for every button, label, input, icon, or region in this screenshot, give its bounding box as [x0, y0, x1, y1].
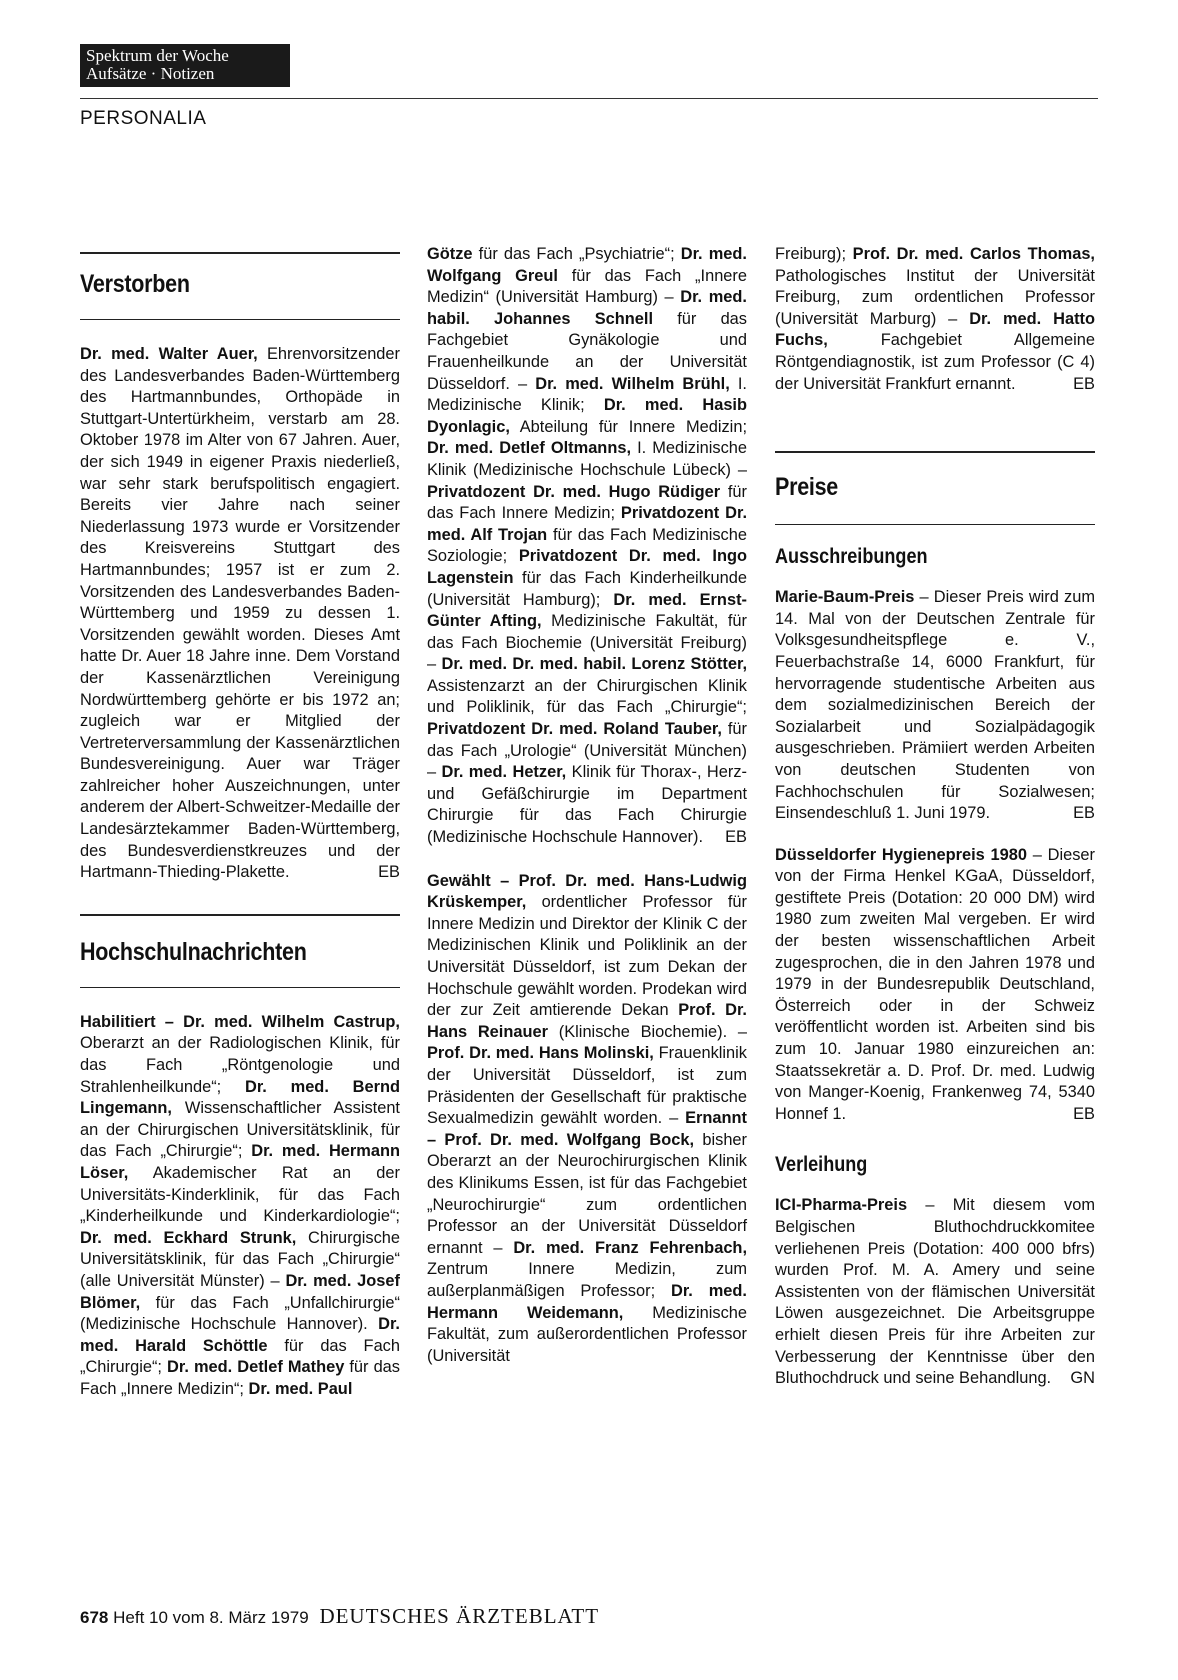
name-bold: Dr. med. Wilhelm Brühl, — [535, 374, 730, 393]
body-text: Zentrum Innere Medizin, zum außerplanmäßigen Professor; — [427, 1260, 747, 1300]
body-text: für das Fachgebiet Gynäkologie und Frauenheilkunde an der Universität Düsseldorf. – — [427, 309, 747, 393]
signature: EB — [725, 828, 747, 847]
journal-title: DEUTSCHES ÄRZTEBLATT — [319, 1604, 600, 1628]
name-bold: ICI-Pharma-Preis — [775, 1196, 908, 1215]
name-bold: Habilitiert – Dr. med. Wilhelm Castrup, — [80, 1012, 400, 1031]
section-rule — [80, 319, 400, 320]
body-text: Assistenzarzt an der Chirurgischen Klinik und Poliklinik, für das Fach „Chirurgie“; — [427, 676, 747, 717]
article-gewaehlt-ernannt — [427, 871, 747, 1368]
signature: EB — [1073, 804, 1095, 823]
body-text: Freiburg); — [775, 245, 853, 263]
name-bold: Ernannt – Prof. Dr. med. Wolfgang Bock, — [427, 1109, 747, 1149]
column-1 — [80, 252, 400, 1401]
body-text: – Dieser Preis wird zum 14. Mal von der Deutschen Zentrale für Volksgesundheitspflege e. V., Feuerbachstraße 14, 6000 Frankfurt, für hervorragende studentische Arbeiten aus dem sozialmedizinischen Bereich der Sozialarbeit und Sozialpädagogik ausgeschrieben. Prämiiert werden Arbeiten von deutschen Studenten von Fachhochschulen für Sozialwesen; Einsendeschluß 1. Juni 1979. — [775, 588, 1095, 823]
body-text: für das Fach „Innere Medizin“ (Universität Hamburg) – — [427, 266, 747, 307]
body-text: ordentlicher Professor für Innere Medizin und Direktor der Klinik C der Medizinischen Klinik und Poliklinik an der Universität Düsseldorf, ist zum Dekan der Hochschule gewählt worden. Prodekan wird der zur Zeit amtierende Dekan — [427, 893, 747, 1020]
name-bold: Privatdozent Dr. med. Alf Trojan — [427, 504, 747, 544]
body-text: Chirurgische Universitätsklinik, für das Fach „Chirurgie“ (alle Universität Münster) – — [80, 1228, 400, 1290]
heading-preise: Preise — [775, 473, 839, 502]
signature: EB — [1073, 1104, 1095, 1123]
page-number: 678 — [80, 1608, 109, 1627]
column-3 — [775, 244, 1095, 1390]
name-bold: Düsseldorfer Hygienepreis 1980 — [775, 845, 1028, 864]
body-text: – Dieser von der Firma Henkel KGaA, Düsseldorf, gestiftete Preis (Dotation: 20 000 DM) wird 1980 zum zweiten Mal vergeben. Er wird der besten wissenschaftlichen Arbeit zugesprochen, die in den Jahren 1978 und 1979 in der Bundesrepublik Deutschland, Österreich oder in der Schweiz veröffentlicht worden ist. Arbeiten sind bis zum 10. Januar 1980 einzureichen an: Staatssekretär a. D. Prof. Dr. med. Ludwig von Manger-Koenig, Frankenweg 74, 5340 Honnef 1. — [775, 845, 1095, 1123]
body-text: bisher Oberarzt an der Neurochirurgischen Klinik des Klinikums Essen, ist für das Fachgebiet „Neurochirurgie“ zum ordentlichen Professor an der Universität Düsseldorf ernannt – — [427, 1130, 748, 1257]
body-text: Ehrenvorsitzender des Landesverbandes Baden-Württemberg des Hartmannbundes, Orthopäde in Stuttgart-Untertürkheim, verstarb am 28. Oktober 1978 im Alter von 67 Jahren. Auer, der sich 1949 in eigener Praxis niederließ, war sehr stark berufspolitisch engagiert. Bereits vier Jahre nach seiner Niederlassung 1973 wurde er Vorsitzender des Kreisvereins Stuttgart des Hartmannbundes; 1957 ist er zum 2. Vorsitzenden des Landesverbandes Baden-Württemberg und 1959 zu dessen 1. Vorsitzenden gewählt worden. Dieses Amt hatte Dr. Auer 18 Jahre inne. Dem Vorstand der Kassenärztlichen Vereinigung Nordwürttemberg gehörte er bis 1972 an; zugleich war er Mitglied der Vertreterversammlung der Kassenärztlichen Bundesvereinigung. Auer war Träger zahlreicher hoher Auszeichnungen, unter anderem der Albert-Schweitzer-Medaille der Landesärztekammer Baden-Württemberg, des Bundesverdienstkreuzes und der Hartmann-Thieding-Plakette. — [80, 345, 400, 882]
body-text: für das Fach „Innere Medizin“; — [80, 1358, 400, 1398]
name-bold: Dr. med. Ernst-Günter Afting, — [427, 590, 747, 631]
name-bold: Dr. med. Walter Auer, — [80, 345, 258, 363]
article-habilitationen-cont — [427, 244, 747, 849]
section-rule — [80, 987, 400, 988]
name-bold: Dr. med. Dr. med. habil. Lorenz Stötter, — [441, 655, 747, 674]
section-rule — [775, 451, 1095, 453]
page-footer — [80, 1604, 599, 1629]
body-text: Medizinische Fakultät, zum außerordentlichen Professor (Universität — [427, 1303, 748, 1365]
body-text: Oberarzt an der Radiologischen Klinik, für das Fach „Röntgenologie und Strahlenheilkunde“; — [80, 1034, 400, 1096]
signature: EB — [1073, 374, 1095, 393]
body-text: Medizinische Fakultät, für das Fach Biochemie (Universität Freiburg) – — [427, 612, 748, 674]
body-text: Akademischer Rat an der Universitäts-Kinderklinik, für das Fach „Kinderheilkunde und Kinderkardiologie“; — [80, 1164, 400, 1226]
article-ernannt-cont — [775, 244, 1095, 395]
name-bold: Prof. Dr. med. Carlos Thomas, — [852, 245, 1095, 263]
body-text: für das Fach Innere Medizin; — [427, 482, 747, 523]
name-bold: Dr. med. Hatto Fuchs, — [775, 309, 1096, 350]
body-text: Fachgebiet Allgemeine Röntgendiagnostik, ist zum Professor (C 4) der Universität Frankfurt ernannt. — [775, 331, 1095, 393]
body-text: (Klinische Biochemie). – — [548, 1022, 748, 1041]
body-text: für das Fach „Unfallchirurgie“ (Medizinische Hochschule Hannover). — [80, 1293, 400, 1334]
name-bold: Dr. med. Hermann Löser, — [80, 1142, 400, 1182]
signature: EB — [378, 863, 400, 882]
name-bold: Dr. med. Harald Schöttle — [80, 1315, 400, 1355]
heading-verleihung: Verleihung — [775, 1153, 868, 1177]
name-bold: Dr. med. Hermann Weidemann, — [427, 1281, 747, 1322]
issue-info: Heft 10 vom 8. März 1979 — [113, 1608, 309, 1627]
section-masthead — [80, 44, 290, 87]
article-marie-baum-preis — [775, 587, 1095, 825]
name-bold: Dr. med. Hetzer, — [441, 763, 567, 782]
body-text: für das Fach „Psychiatrie“; — [472, 245, 681, 263]
heading-ausschreibungen: Ausschreibungen — [775, 545, 928, 569]
name-bold: Dr. med. Franz Fehrenbach, — [513, 1238, 747, 1257]
name-bold: Marie-Baum-Preis — [775, 588, 915, 607]
name-bold: Dr. med. habil. Johannes Schnell — [427, 288, 747, 328]
name-bold: Prof. Dr. med. Hans Molinski, — [427, 1044, 654, 1063]
body-text: Wissenschaftlicher Assistent an der Chirurgischen Universitätsklinik, für das Fach „Chirurgie“; — [80, 1099, 400, 1161]
section-rule — [775, 524, 1095, 525]
body-text: I. Medizinische Klinik (Medizinische Hochschule Lübeck) – — [427, 439, 747, 479]
body-text: Abteilung für Innere Medizin; — [509, 417, 747, 436]
name-bold: Dr. med. Josef Blömer, — [80, 1271, 400, 1312]
article-verstorben — [80, 344, 400, 884]
top-divider — [80, 98, 1098, 99]
section-rule — [80, 252, 400, 254]
heading-verstorben: Verstorben — [80, 270, 190, 298]
body-text: Pathologisches Institut der Universität Freiburg, zum ordentlichen Professor (Universität Marburg) – — [775, 266, 1095, 328]
signature: GN — [1070, 1369, 1095, 1388]
name-bold: Dr. med. Paul — [248, 1379, 353, 1398]
name-bold: Privatdozent Dr. med. Ingo Lagenstein — [427, 547, 747, 587]
body-text: Frauenklinik der Universität Düsseldorf, ist zum Präsidenten der Gesellschaft für praktische Sexualmedizin gewählt worden. – — [427, 1044, 748, 1128]
name-bold: Prof. Dr. Hans Reinauer — [427, 1001, 747, 1041]
name-bold: Götze — [427, 245, 473, 263]
masthead-line1: Spektrum der Woche — [86, 46, 229, 65]
name-bold: Privatdozent Dr. med. Hugo Rüdiger — [427, 482, 721, 501]
article-hygienepreis — [775, 845, 1095, 1126]
heading-hochschulnachrichten: Hochschulnachrichten — [80, 937, 307, 966]
masthead-line2: Aufsätze · Notizen — [86, 64, 215, 83]
name-bold: Dr. med. Detlef Oltmanns, — [427, 439, 632, 458]
name-bold: Dr. med. Eckhard Strunk, — [80, 1228, 297, 1247]
name-bold: Gewählt – Prof. Dr. med. Hans-Ludwig Krüskemper, — [427, 871, 747, 912]
section-rule — [80, 914, 400, 916]
body-text: I. Medizinische Klinik; — [427, 374, 747, 415]
body-text: – Mit diesem vom Belgischen Bluthochdruckkomitee verliehenen Preis (Dotation: 400 000 bfrs) wurden Prof. M. A. Amery und seine Assistenten von der flämischen Universität Löwen ausgezeichnet. Die Arbeitsgruppe erhielt diesen Preis für ihre Arbeiten zur Verbesserung der Kenntnisse über den Bluthochdruck und seine Behandlung. — [775, 1196, 1095, 1388]
body-text: für das Fach „Chirurgie“; — [80, 1336, 400, 1377]
article-ici-pharma-preis — [775, 1195, 1095, 1389]
body-text: Klinik für Thorax-, Herz- und Gefäßchirurgie im Department Chirurgie für das Fach Chirurgie (Medizinische Hochschule Hannover). — [427, 763, 747, 847]
name-bold: Dr. med. Hasib Dyonlagic, — [427, 396, 747, 436]
name-bold: Dr. med. Wolfgang Greul — [427, 245, 747, 285]
column-2 — [427, 244, 747, 1367]
body-text: für das Fach Medizinische Soziologie; — [427, 525, 747, 566]
rubric-label: PERSONALIA — [80, 108, 207, 129]
body-text: für das Fach Kinderheilkunde (Universität Hamburg); — [427, 568, 747, 609]
name-bold: Dr. med. Detlef Mathey — [167, 1358, 345, 1377]
name-bold: Privatdozent Dr. med. Roland Tauber, — [427, 720, 722, 739]
body-text: für das Fach „Urologie“ (Universität München) – — [427, 720, 747, 782]
name-bold: Dr. med. Bernd Lingemann, — [80, 1077, 400, 1118]
article-hochschulnachrichten — [80, 1012, 400, 1401]
